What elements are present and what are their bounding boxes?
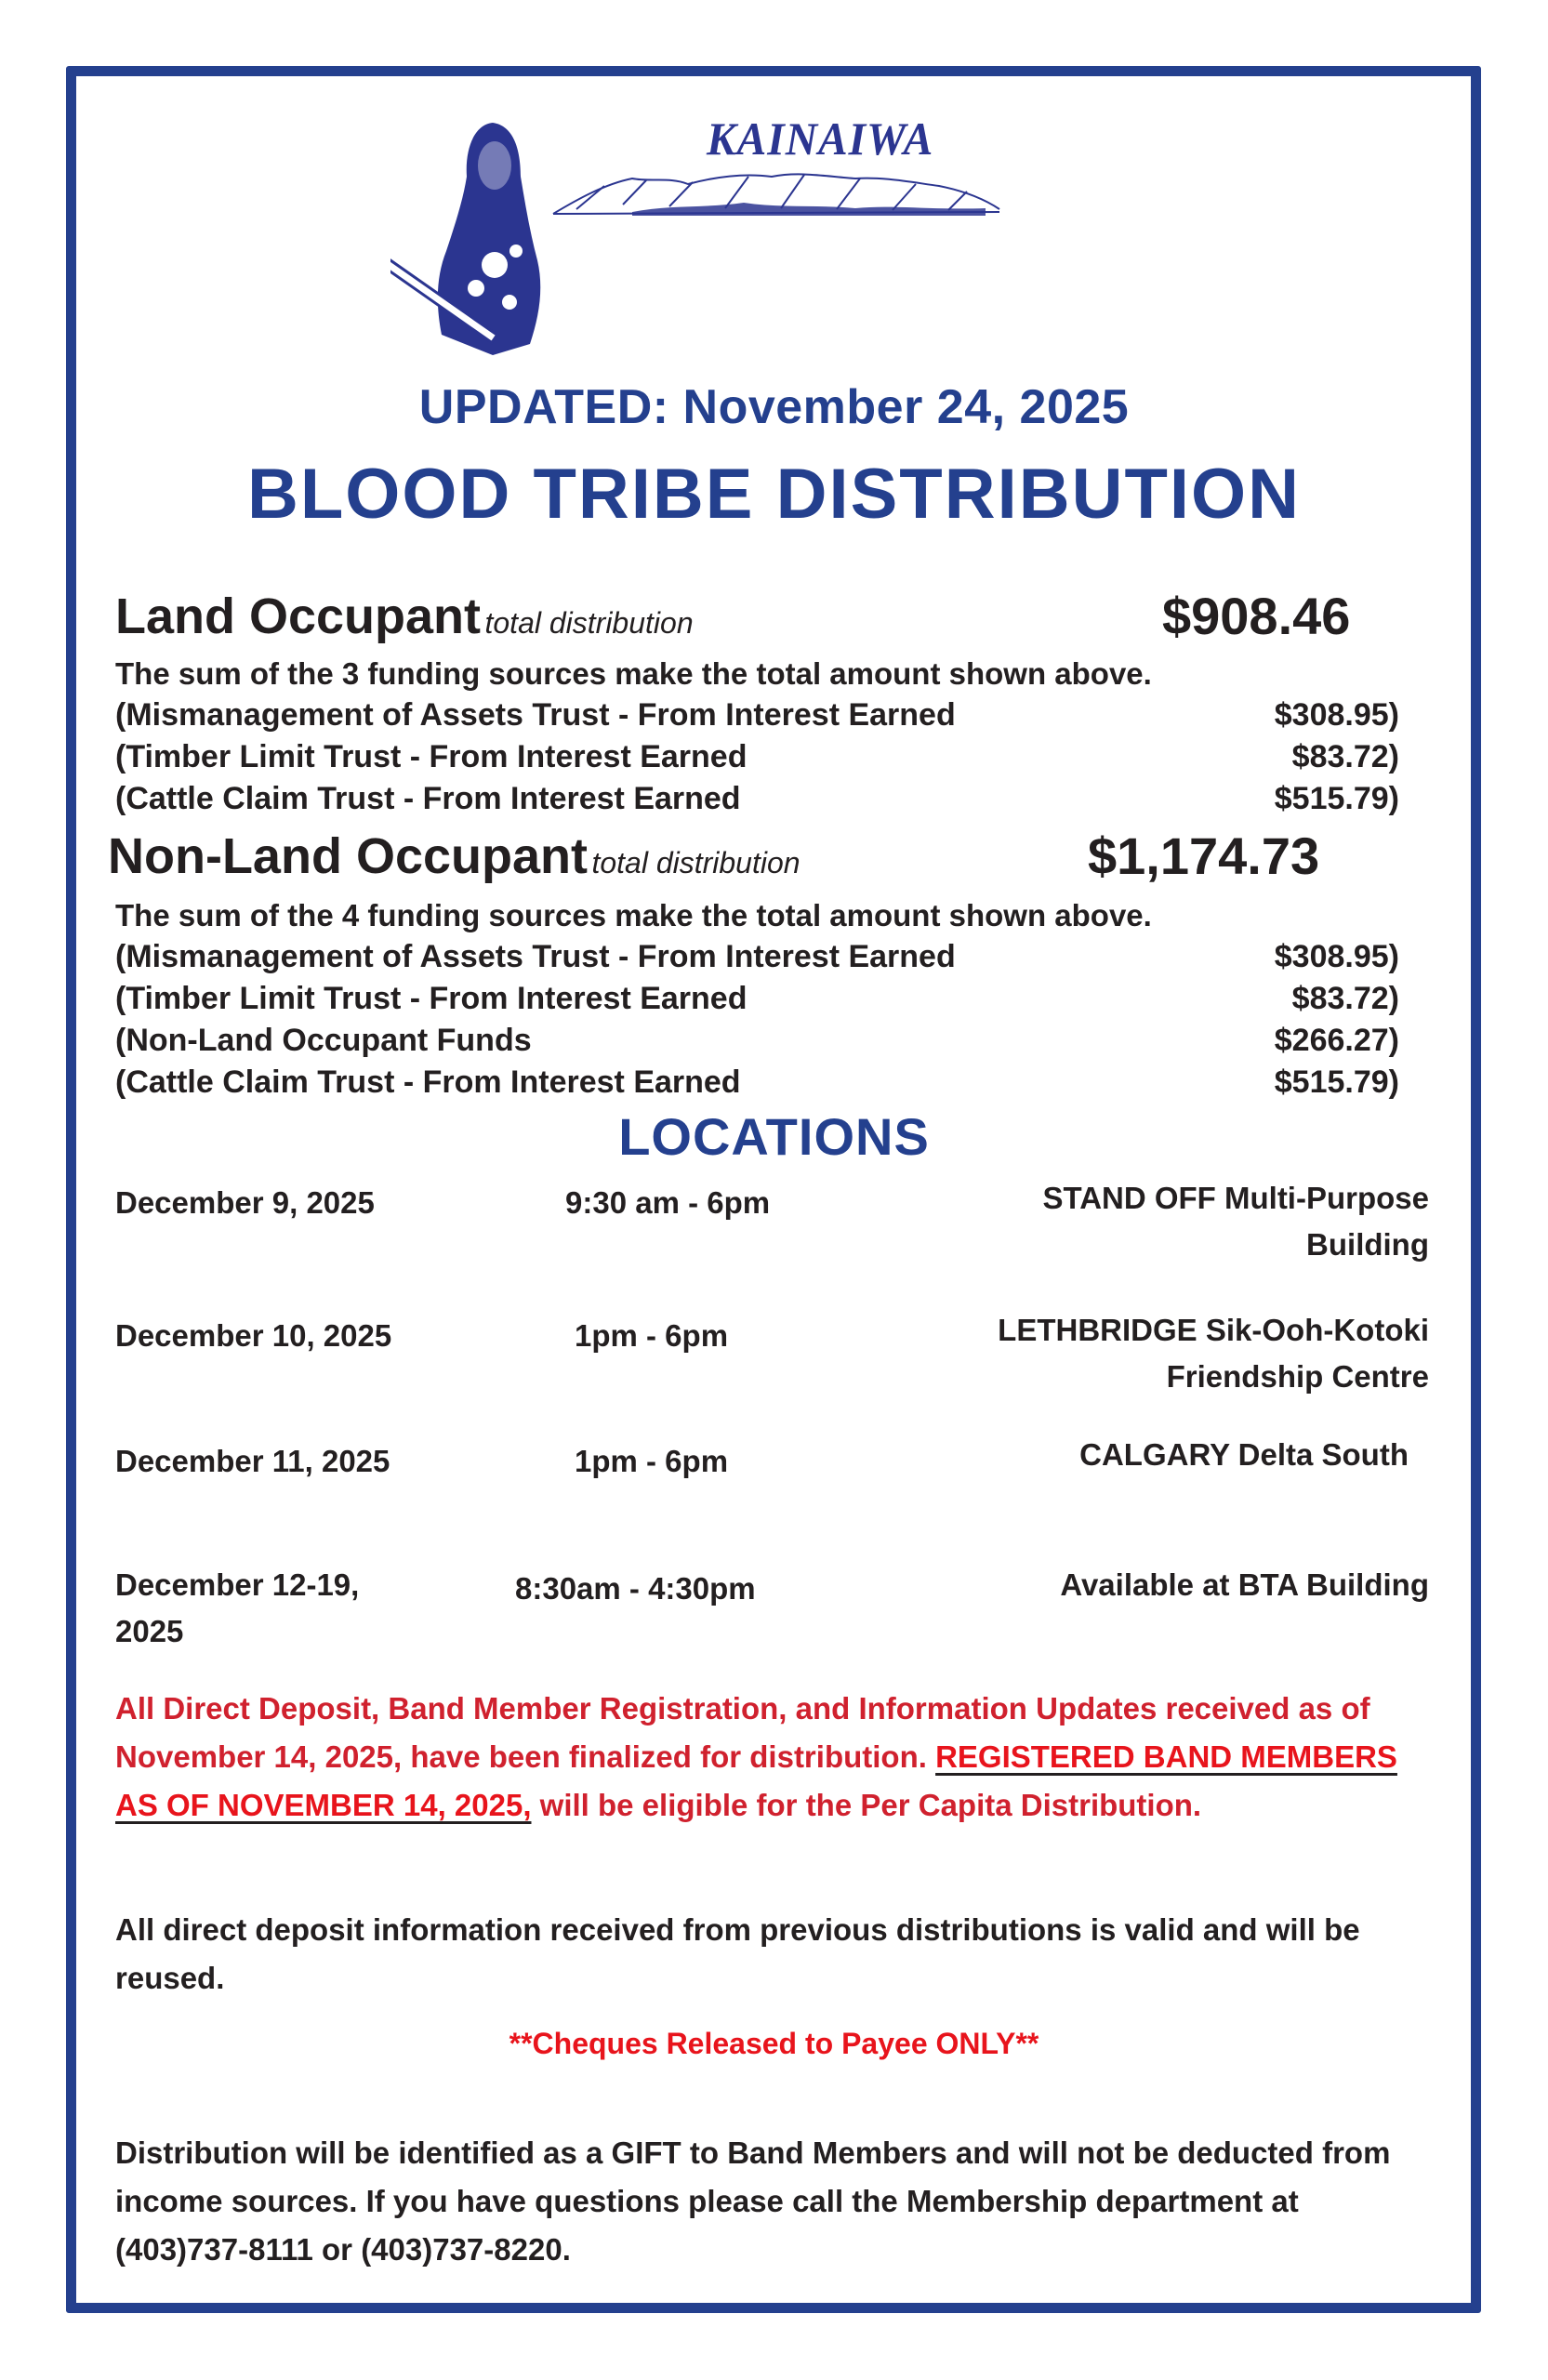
funding-source-row — [115, 1023, 1399, 1064]
land-occupant-sources — [115, 697, 1399, 823]
location-time: 8:30am - 4:30pm — [515, 1571, 756, 1606]
land-occupant-label: Land Occupant — [115, 588, 482, 644]
land-occupant-header — [115, 588, 1417, 653]
funding-source-row — [115, 939, 1399, 981]
land-occupant-total: $908.46 — [1162, 587, 1351, 645]
land-occupant-subtitle: total distribution — [484, 606, 694, 640]
registered-members-emphasis: REGISTERED BAND MEMBERS AS OF NOVEMBER 14, 2025, — [115, 1739, 1397, 1822]
kainaiwa-logo-text: KAINAIWA — [707, 112, 934, 165]
location-time: 1pm - 6pm — [575, 1444, 729, 1478]
location-date-line: December 12-19, — [115, 1567, 360, 1602]
page-title: BLOOD TRIBE DISTRIBUTION — [246, 455, 1302, 534]
funding-source-row — [115, 981, 1399, 1023]
location-date — [115, 1562, 359, 1655]
non-land-occupant-total: $1,174.73 — [1088, 826, 1320, 885]
location-place — [1060, 1562, 1429, 1608]
location-place-line: LETHBRIDGE Sik-Ooh-Kotoki — [998, 1313, 1429, 1347]
non-land-occupant-subtitle: total distribution — [591, 846, 800, 879]
gift-and-contact-notice: Distribution will be identified as a GIFT to Band Members and will not be deducted from income sources. If you have questions please call the Membership department at (403)737-8111 or (403)737-8220. — [115, 2135, 1391, 2267]
non-land-occupant-sources — [115, 939, 1399, 1106]
location-place-line: Building — [1306, 1227, 1429, 1262]
updated-date-heading: UPDATED: November 24, 2025 — [418, 380, 1130, 434]
notice-text: will be eligible for the Per Capita Distribution. — [531, 1788, 1202, 1822]
funding-source-row — [115, 781, 1399, 823]
funding-source-label: (Mismanagement of Assets Trust - From Interest Earned — [115, 697, 956, 733]
location-date: December 11, 2025 — [115, 1444, 390, 1478]
land-occupant-sum-note: The sum of the 3 funding sources make the total amount shown above. — [115, 656, 1152, 691]
funding-source-label: (Cattle Claim Trust - From Interest Earned — [115, 781, 741, 816]
funding-source-amount: $515.79) — [1274, 1064, 1399, 1100]
registration-deadline-notice — [115, 1685, 1417, 1830]
cheques-notice: **Cheques Released to Payee ONLY** — [509, 2027, 1039, 2060]
location-date: December 9, 2025 — [115, 1185, 375, 1220]
location-place-line: STAND OFF Multi-Purpose — [1042, 1181, 1429, 1215]
funding-source-label: (Timber Limit Trust - From Interest Earned — [115, 981, 748, 1016]
notice-text: All Direct Deposit, Band Member Registration, and Information Updates received as of November 14, 2025, have been finalized for distribution. — [115, 1691, 1370, 1774]
funding-source-amount: $308.95) — [1274, 697, 1399, 733]
funding-source-label: (Mismanagement of Assets Trust - From Interest Earned — [115, 939, 956, 974]
location-time: 1pm - 6pm — [575, 1318, 729, 1353]
funding-source-amount: $266.27) — [1274, 1023, 1399, 1058]
funding-source-row — [115, 1064, 1399, 1106]
non-land-occupant-sum-note: The sum of the 4 funding sources make the total amount shown above. — [115, 898, 1152, 932]
funding-source-row — [115, 697, 1399, 739]
location-place — [1042, 1175, 1429, 1268]
funding-source-amount: $515.79) — [1274, 781, 1399, 816]
location-date: December 10, 2025 — [115, 1318, 392, 1353]
funding-source-amount: $83.72) — [1291, 739, 1399, 774]
location-place-line: Friendship Centre — [1166, 1359, 1429, 1394]
non-land-occupant-label: Non-Land Occupant — [108, 828, 588, 884]
funding-source-label: (Non-Land Occupant Funds — [115, 1023, 532, 1058]
locations-heading: LOCATIONS — [618, 1107, 930, 1166]
location-place — [1079, 1432, 1409, 1478]
direct-deposit-notice: All direct deposit information received from previous distributions is valid and will be reused. — [115, 1912, 1360, 1995]
location-place — [998, 1307, 1429, 1400]
funding-source-row — [115, 739, 1399, 781]
location-time: 9:30 am - 6pm — [565, 1185, 771, 1220]
funding-source-label: (Timber Limit Trust - From Interest Earned — [115, 739, 748, 774]
location-place-line: Available at BTA Building — [1060, 1567, 1429, 1602]
funding-source-label: (Cattle Claim Trust - From Interest Earned — [115, 1064, 741, 1100]
location-place-line: CALGARY Delta South — [1079, 1437, 1409, 1472]
funding-source-amount: $83.72) — [1291, 981, 1399, 1016]
location-date-line: 2025 — [115, 1614, 184, 1648]
funding-source-amount: $308.95) — [1274, 939, 1399, 974]
non-land-occupant-header — [108, 827, 1428, 892]
